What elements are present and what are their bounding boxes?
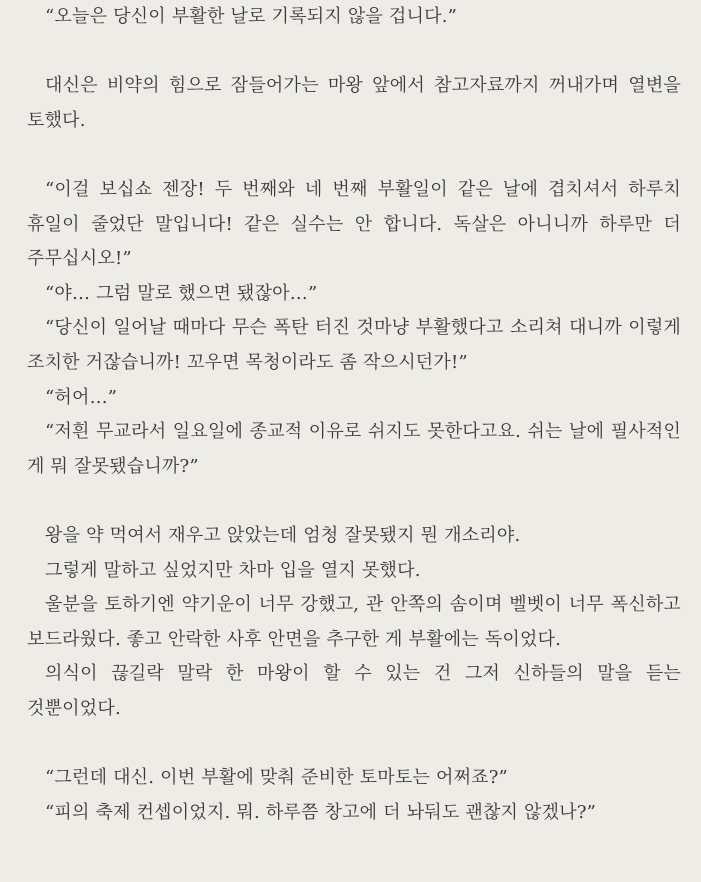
paragraph: “야… 그럼 말로 했으면 됐잖아…” [45, 282, 318, 304]
paragraph: “피의 축제 컨셉이었지. 뭐. 하루쯤 창고에 더 놔둬도 괜찮지 않겠나?” [45, 801, 597, 823]
paragraph: 울분을 토하기엔 약기운이 너무 강했고, 관 안쪽의 솜이며 벨벳이 너무 폭신하고 보드라웠다. 좋고 안락한 사후 안면을 추구한 게 부활에는 독이었다. [27, 594, 681, 650]
paragraph-spacer [27, 35, 681, 70]
paragraph: 그렇게 말하고 싶었지만 차마 입을 열지 못했다. [45, 559, 421, 581]
paragraph: “오늘은 당신이 부활한 날로 기록되지 않을 겁니다.” [45, 6, 458, 27]
paragraph-spacer [27, 726, 681, 761]
paragraph-spacer [27, 484, 681, 519]
paragraph: “당신이 일어날 때마다 무슨 폭탄 터진 것마냥 부활했다고 소리쳐 대니까 이렇게 조치한 거잖습니까! 꼬우면 목청이라도 좀 작으시던가!” [27, 317, 681, 373]
paragraph: “이걸 보십쇼 젠장! 두 번째와 네 번째 부활일이 같은 날에 겹치셔서 하루치 휴일이 줄었단 말입니다! 같은 실수는 안 합니다. 독살은 아니니까 하루만 더 주무십시오!” [27, 178, 681, 270]
paragraph: “그런데 대신. 이번 부활에 맞춰 준비한 토마토는 어쩌죠?” [45, 767, 508, 789]
paragraph: 의식이 끊길락 말락 한 마왕이 할 수 있는 건 그저 신하들의 말을 듣는 것뿐이었다. [27, 663, 681, 719]
paragraph: 대신은 비약의 힘으로 잠들어가는 마왕 앞에서 참고자료까지 꺼내가며 열변을 토했다. [27, 75, 681, 131]
paragraph: “허어…” [45, 386, 118, 408]
paragraph-spacer [27, 138, 681, 173]
paragraph: “저흰 무교라서 일요일에 종교적 이유로 쉬지도 못한다고요. 쉬는 날에 필사적인 게 뭐 잘못됐습니까?” [27, 421, 681, 477]
paragraph: 왕을 약 먹여서 재우고 앉았는데 엄청 잘못됐지 뭔 개소리야. [45, 524, 521, 546]
